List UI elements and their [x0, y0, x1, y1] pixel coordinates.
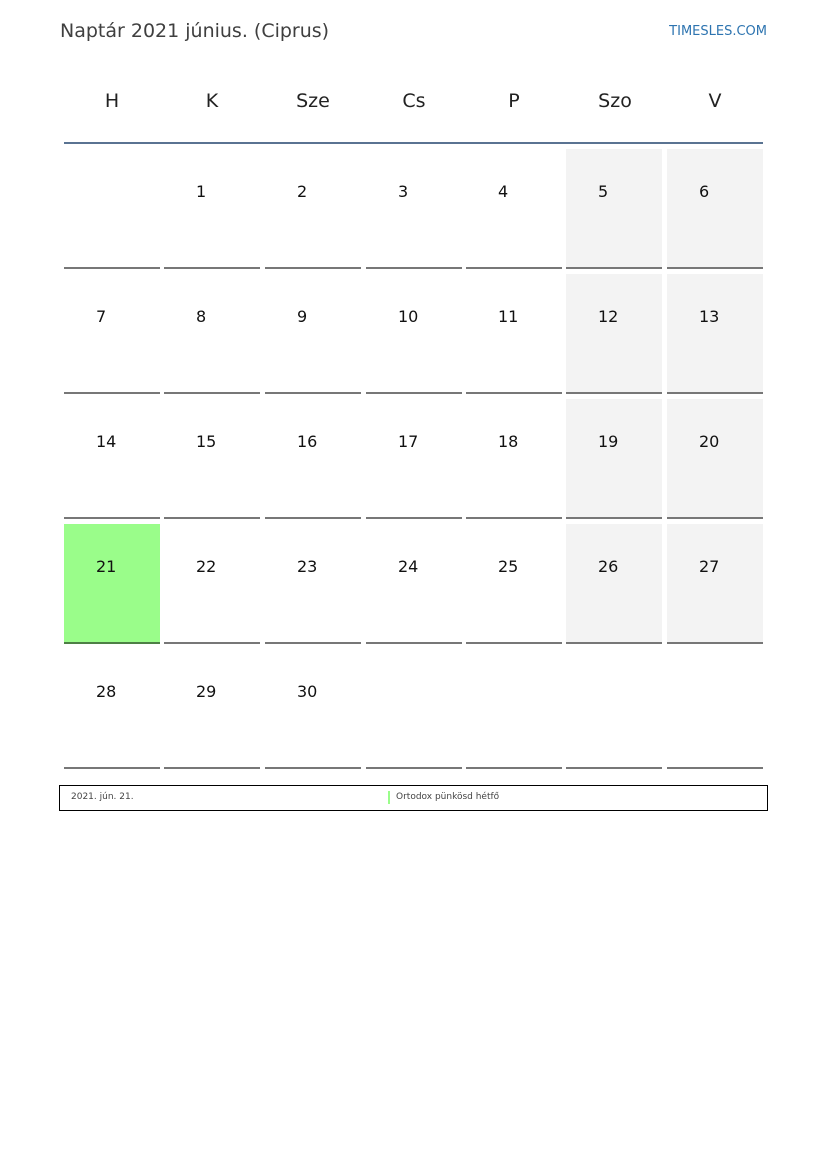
- holiday-legend: [59, 785, 768, 811]
- weekday-label: K: [205, 90, 219, 112]
- day-number: 22: [196, 557, 217, 576]
- day-cell: [667, 524, 763, 644]
- empty-day-cell: [366, 649, 462, 769]
- day-cell: [265, 524, 361, 644]
- day-number: 7: [96, 307, 107, 326]
- day-number: 17: [398, 432, 419, 451]
- day-number: 27: [699, 557, 720, 576]
- weekday-label: H: [104, 90, 120, 112]
- day-number: 5: [598, 182, 609, 201]
- day-number: 15: [196, 432, 217, 451]
- legend-holiday-name: Ortodox pünkösd hétfő: [396, 792, 500, 802]
- day-cell: [164, 649, 260, 769]
- day-cell: [164, 274, 260, 394]
- legend-date: 2021. jún. 21.: [71, 792, 134, 802]
- day-cell: [366, 524, 462, 644]
- day-number: 19: [598, 432, 619, 451]
- day-cell: [265, 399, 361, 519]
- day-number: 4: [498, 182, 509, 201]
- weekday-label: P: [508, 90, 520, 112]
- day-number: 2: [297, 182, 308, 201]
- day-cell: [265, 149, 361, 269]
- day-number: 3: [398, 182, 409, 201]
- day-cell: [667, 149, 763, 269]
- day-number: 30: [297, 682, 318, 701]
- day-cell: [566, 274, 662, 394]
- empty-day-cell: [64, 149, 160, 269]
- day-cell: [64, 649, 160, 769]
- empty-day-cell: [667, 649, 763, 769]
- day-number: 18: [498, 432, 519, 451]
- empty-day-cell: [466, 649, 562, 769]
- day-number: 21: [96, 557, 117, 576]
- day-cell: [164, 149, 260, 269]
- day-cell: [265, 274, 361, 394]
- day-number: 29: [196, 682, 217, 701]
- day-number: 28: [96, 682, 117, 701]
- day-number: 20: [699, 432, 720, 451]
- day-cell: [566, 149, 662, 269]
- weekday-label: Szo: [598, 90, 632, 112]
- day-cell: [566, 524, 662, 644]
- page-title: Naptár 2021 június. (Ciprus): [60, 20, 330, 42]
- weekday-label: V: [708, 90, 722, 112]
- day-cell: [265, 649, 361, 769]
- day-cell: [466, 149, 562, 269]
- day-cell: [667, 399, 763, 519]
- empty-day-cell: [566, 649, 662, 769]
- day-number: 12: [598, 307, 619, 326]
- day-cell: [164, 399, 260, 519]
- day-number: 13: [699, 307, 720, 326]
- legend-color-marker: [388, 791, 390, 804]
- day-number: 26: [598, 557, 619, 576]
- day-cell: [64, 274, 160, 394]
- day-number: 10: [398, 307, 419, 326]
- day-cell: [366, 274, 462, 394]
- weekday-label: Sze: [296, 90, 330, 112]
- day-cell: [366, 399, 462, 519]
- day-number: 16: [297, 432, 318, 451]
- day-cell: [466, 274, 562, 394]
- day-cell: [366, 149, 462, 269]
- day-number: 11: [498, 307, 519, 326]
- day-number: 24: [398, 557, 419, 576]
- day-number: 1: [196, 182, 207, 201]
- day-cell: [466, 524, 562, 644]
- day-cell: [64, 399, 160, 519]
- site-link[interactable]: TIMESLES.COM: [669, 24, 767, 39]
- day-cell: [566, 399, 662, 519]
- day-number: 8: [196, 307, 207, 326]
- day-number: 23: [297, 557, 318, 576]
- day-number: 9: [297, 307, 308, 326]
- weekday-label: Cs: [402, 90, 426, 112]
- day-cell: [164, 524, 260, 644]
- day-number: 25: [498, 557, 519, 576]
- day-cell: [466, 399, 562, 519]
- day-number: 6: [699, 182, 710, 201]
- day-number: 14: [96, 432, 117, 451]
- day-cell: [64, 524, 160, 644]
- day-cell: [667, 274, 763, 394]
